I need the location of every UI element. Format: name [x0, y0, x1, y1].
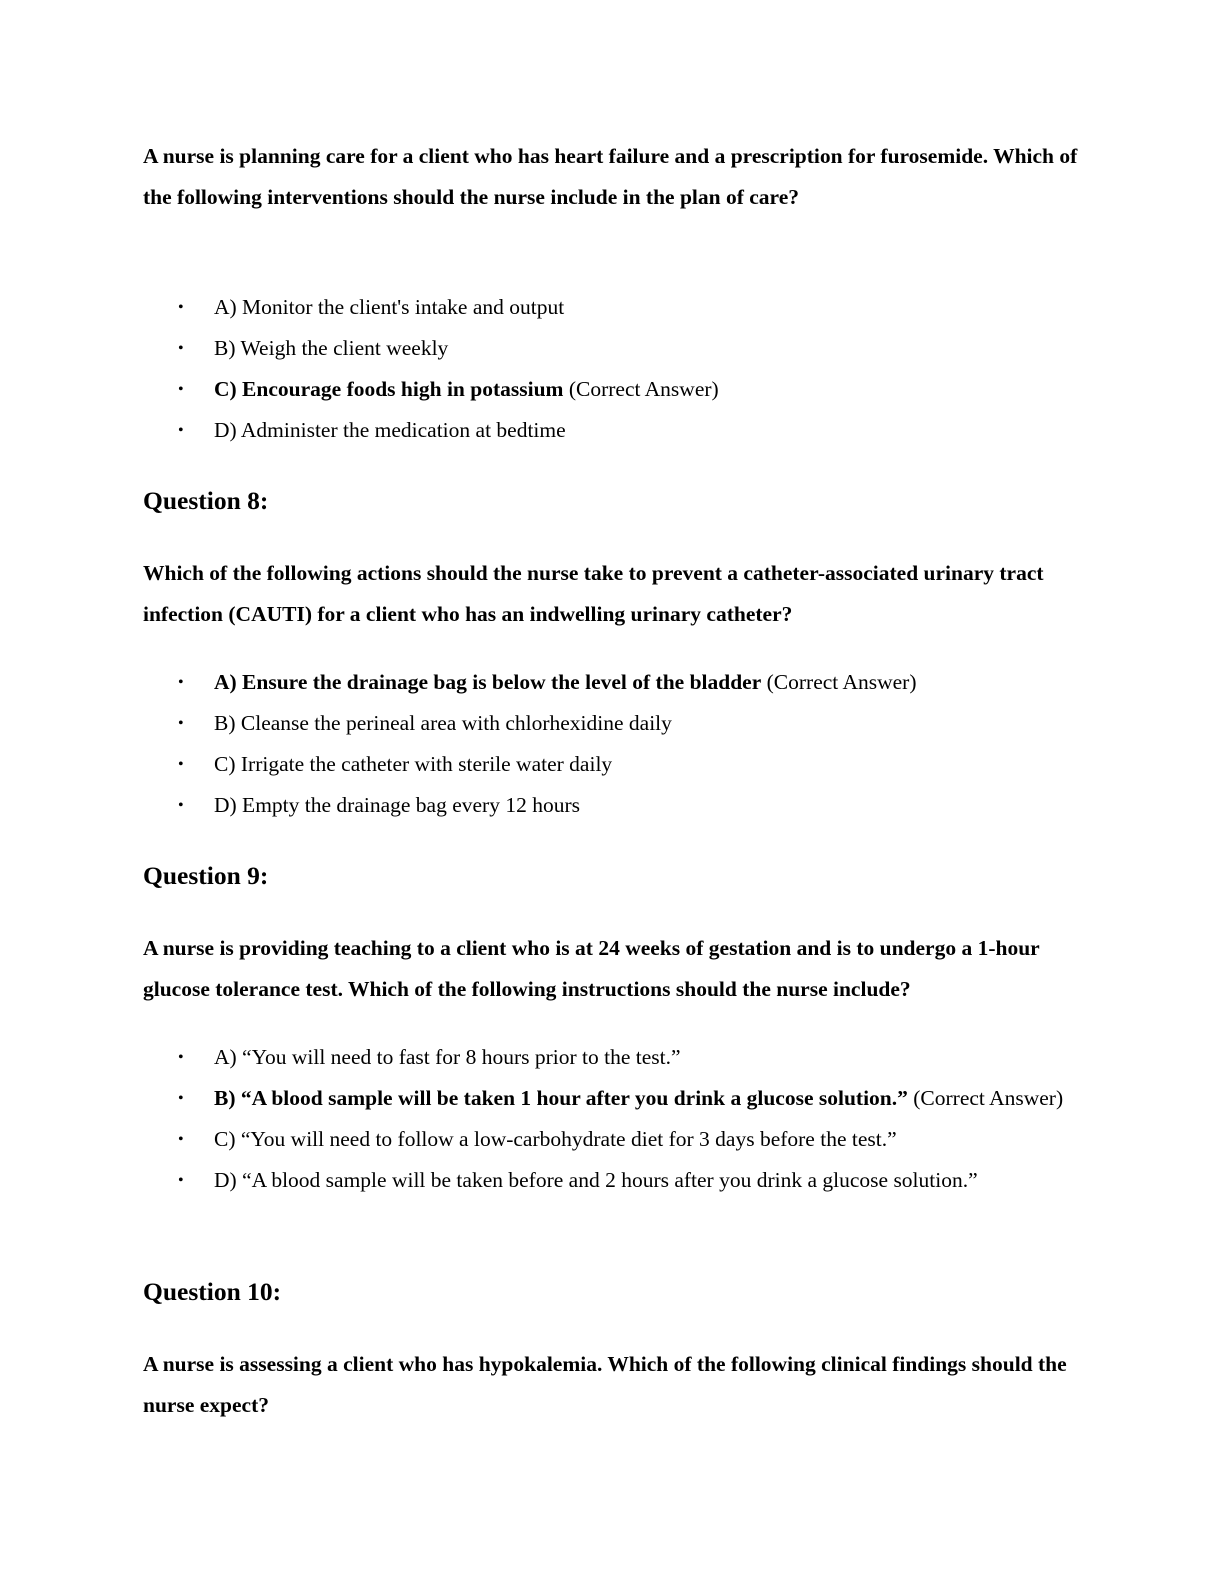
bullet-icon: •	[178, 715, 184, 732]
option-item-correct: • A) Ensure the drainage bag is below the level of the bladder (Correct Answer)	[143, 662, 1083, 703]
bullet-icon: •	[178, 340, 184, 357]
question-10-heading: Question 10:	[143, 1277, 282, 1306]
question-9-text: A nurse is providing teaching to a client who is at 24 weeks of gestation and is to undergo a 1-hour glucose tolerance test. Which of the following instructions should the nurse include?	[143, 936, 1040, 1001]
bullet-icon: •	[178, 299, 184, 316]
bullet-icon: •	[178, 381, 184, 398]
question-10-text: A nurse is assessing a client who has hypokalemia. Which of the following clinical findings should the nurse expect?	[143, 1352, 1067, 1417]
question-8	[143, 553, 1083, 635]
question-7-text: A nurse is planning care for a client who has heart failure and a prescription for furosemide. Which of the following interventions should the nurse include in the plan of care?	[143, 144, 1078, 209]
question-7-options	[143, 287, 1083, 451]
option-item: • D) “A blood sample will be taken before and 2 hours after you drink a glucose solution.”	[143, 1160, 1083, 1201]
option-item: • D) Empty the drainage bag every 12 hours	[143, 785, 1083, 826]
question-9	[143, 928, 1083, 1010]
question-10	[143, 1344, 1083, 1426]
question-10-heading-block	[143, 1276, 1083, 1308]
question-9-options	[143, 1037, 1083, 1201]
bullet-icon: •	[178, 1090, 184, 1107]
option-item: • C) “You will need to follow a low-carbohydrate diet for 3 days before the test.”	[143, 1119, 1083, 1160]
option-item-correct: • B) “A blood sample will be taken 1 hour after you drink a glucose solution.” (Correct Answer)	[143, 1078, 1083, 1119]
option-item: • D) Administer the medication at bedtime	[143, 410, 1083, 451]
question-7	[143, 136, 1083, 218]
question-8-heading: Question 8:	[143, 486, 269, 515]
bullet-icon: •	[178, 422, 184, 439]
question-9-heading: Question 9:	[143, 861, 269, 890]
bullet-icon: •	[178, 797, 184, 814]
bullet-icon: •	[178, 1131, 184, 1148]
bullet-icon: •	[178, 674, 184, 691]
question-8-options	[143, 662, 1083, 826]
bullet-icon: •	[178, 1049, 184, 1066]
option-item: • C) Irrigate the catheter with sterile water daily	[143, 744, 1083, 785]
option-item: • A) “You will need to fast for 8 hours prior to the test.”	[143, 1037, 1083, 1078]
bullet-icon: •	[178, 756, 184, 773]
option-item: • A) Monitor the client's intake and output	[143, 287, 1083, 328]
question-8-heading-block	[143, 485, 1083, 517]
option-item: • B) Weigh the client weekly	[143, 328, 1083, 369]
bullet-icon: •	[178, 1172, 184, 1189]
question-8-text: Which of the following actions should the nurse take to prevent a catheter-associated urinary tract infection (CAUTI) for a client who has an indwelling urinary catheter?	[143, 561, 1044, 626]
question-9-heading-block	[143, 860, 1083, 892]
option-item: • B) Cleanse the perineal area with chlorhexidine daily	[143, 703, 1083, 744]
option-item-correct: • C) Encourage foods high in potassium (Correct Answer)	[143, 369, 1083, 410]
